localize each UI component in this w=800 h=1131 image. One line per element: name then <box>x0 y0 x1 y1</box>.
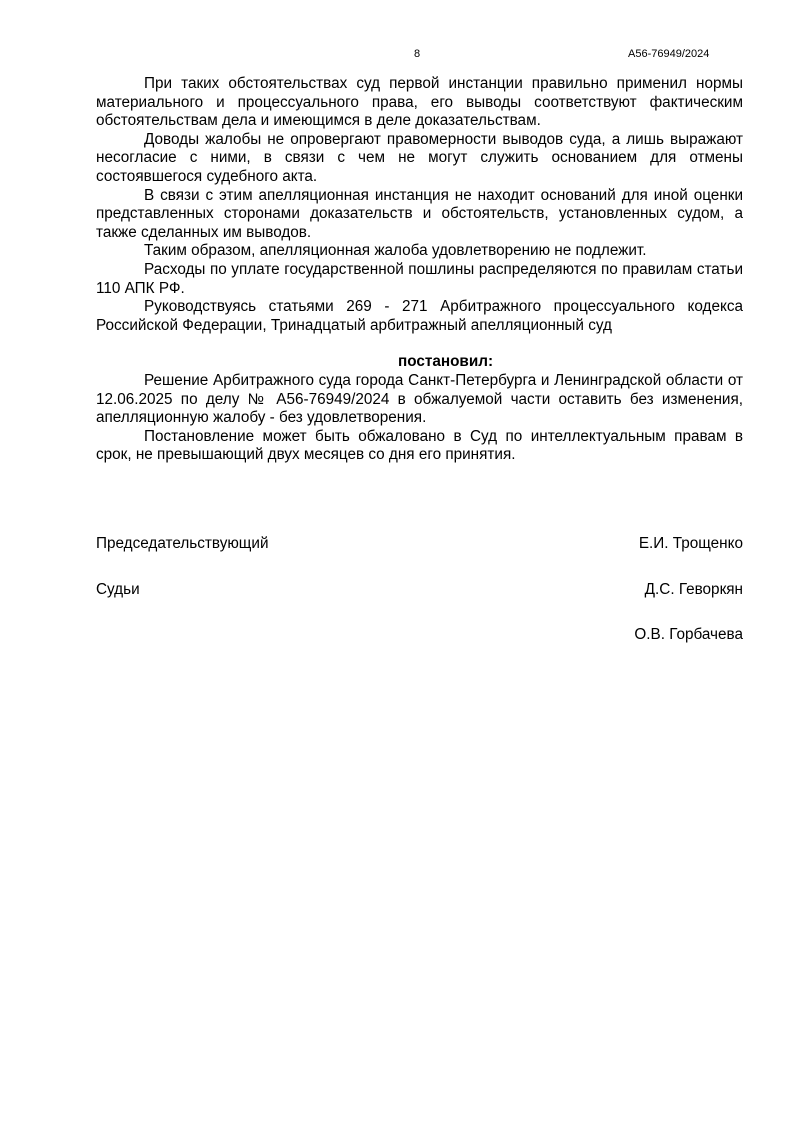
page-number: 8 <box>414 48 421 60</box>
paragraph-appeal-instance: В связи с этим апелляционная инстанция не находит оснований для иной оценки представленных сторонами доказательств и обстоятельств, установленных судом, а также сделанных им выводов. <box>96 186 743 241</box>
paragraph-conclusion: Таким образом, апелляционная жалоба удовлетворению не подлежит. <box>144 242 647 260</box>
judge-name-1: Д.С. Геворкян <box>644 581 743 598</box>
paragraph-guided-by: Руководствуясь статьями 269 - 271 Арбитражного процессуального кодекса Российской Федерации, Тринадцатый арбитражный апелляционный суд <box>96 298 743 334</box>
paragraph-arguments: Доводы жалобы не опровергают правомерности выводов суда, а лишь выражают несогласие с ними, в связи с чем не могут служить основанием для отмены состоявшегося судебного акта. <box>96 130 743 185</box>
judges-label: Судьи <box>96 581 140 598</box>
signature-presiding <box>96 535 743 553</box>
paragraph-decision: Решение Арбитражного суда города Санкт-Петербурга и Ленинградской области от 12.06.2025 по делу № А56-76949/2024 в обжалуемой части оставить без изменения, апелляционную жалобу - без удовлетворения. <box>96 371 743 427</box>
paragraph-findings: При таких обстоятельствах суд первой инстанции правильно применил нормы материального и процессуального права, его выводы соответствуют фактическим обстоятельствам дела и имеющимся в деле доказательствам. <box>96 75 743 130</box>
judge-name-2: О.В. Горбачева <box>634 626 743 643</box>
decree-heading: постановил: <box>397 353 494 371</box>
case-number-header: А56-76949/2024 <box>628 48 710 60</box>
presiding-name: Е.И. Трощенко <box>638 535 743 552</box>
document-body <box>96 75 743 465</box>
paragraph-costs: Расходы по уплате государственной пошлины распределяются по правилам статьи 110 АПК РФ. <box>96 260 743 297</box>
signature-judges <box>96 581 743 599</box>
paragraph-appeal-right: Постановление может быть обжаловано в Суд по интеллектуальным правам в срок, не превышающий двух месяцев со дня его принятия. <box>96 427 743 464</box>
signature-judge-2 <box>96 626 743 644</box>
presiding-label: Председательствующий <box>96 535 269 552</box>
